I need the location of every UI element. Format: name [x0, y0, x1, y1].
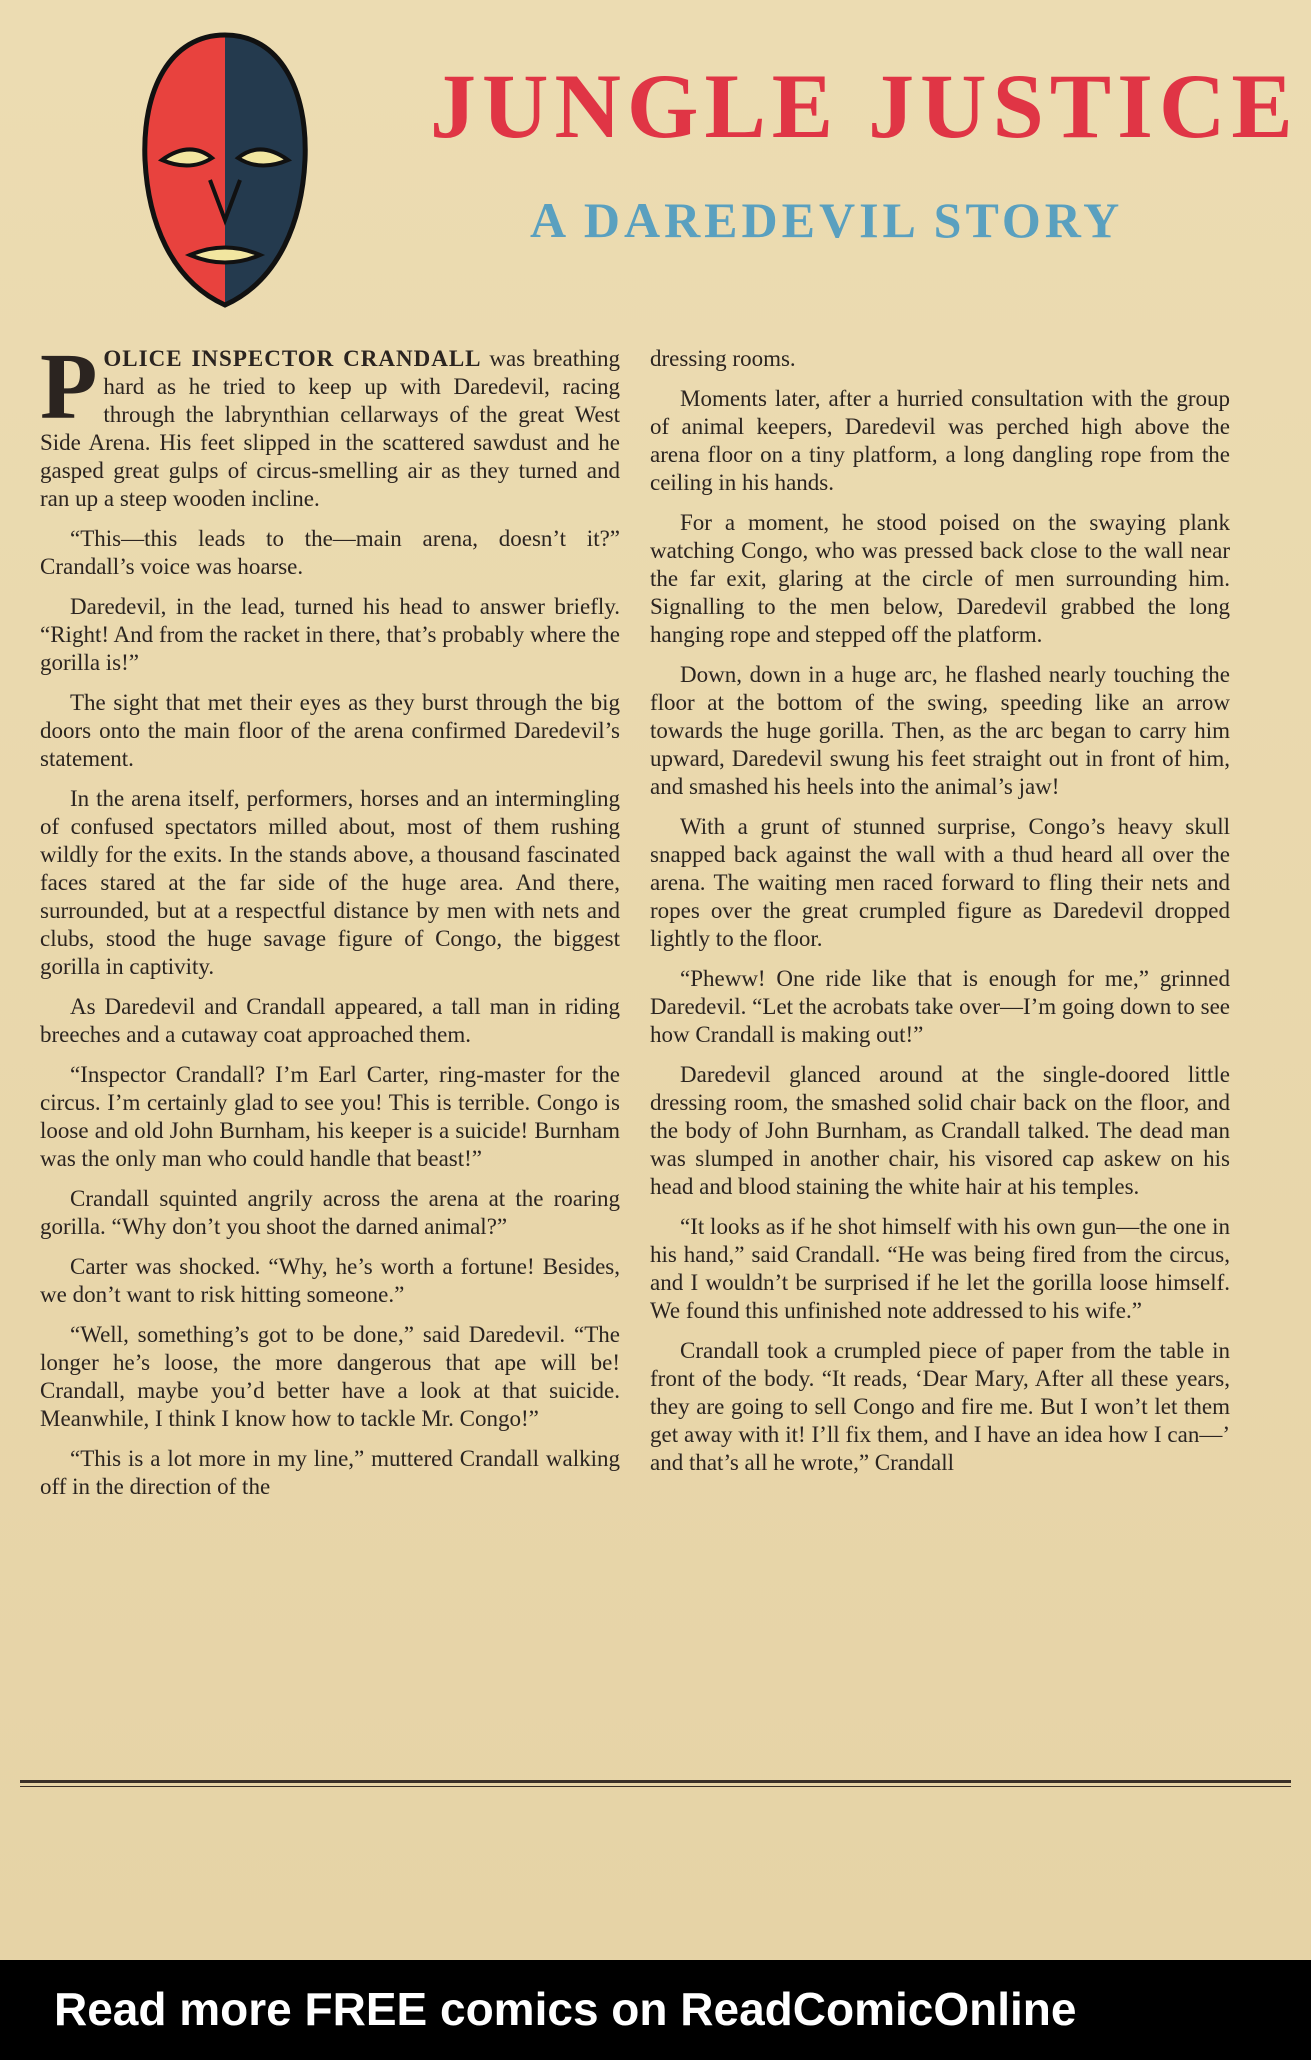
- paragraph-text: was breathing hard as he tried to keep up with Daredevil, racing through the labrynthian cellarways of the great West Side Arena. His feet slipped in the scattered sawdust and he gasped great gulps of circus-smelling air as they turned and ran up a steep wooden incline.: [40, 346, 620, 511]
- paragraph: “It looks as if he shot himself with his own gun—the one in his hand,” said Crandall. “He was being fired from the circus, and I wouldn’t be surprised if he let the gorilla loose himself. We found this unfinished note addressed to his wife.”: [650, 1214, 1230, 1323]
- bottom-divider: [20, 1780, 1291, 1787]
- story-subtitle: A DAREDEVIL STORY: [530, 192, 1124, 248]
- right-column: [650, 345, 1230, 1489]
- paragraph: Crandall took a crumpled piece of paper from the table in front of the body. “It reads, ‘Dear Mary, After all these years, they are going to sell Congo and fire me. But I won’t let them get away with it! I’ll fix them, and I have an idea how I can—’ and that’s all he wrote,” Crandall: [650, 1338, 1230, 1475]
- paragraph: “Inspector Crandall? I’m Earl Carter, ring-master for the circus. I’m certainly glad to see you! This is terrible. Congo is loose and old John Burnham, his keeper is a suicide! Burnham was the only man who could handle that beast!”: [40, 1062, 620, 1171]
- paragraph: Carter was shocked. “Why, he’s worth a fortune! Besides, we don’t want to risk hitting someone.”: [40, 1254, 620, 1307]
- left-column: [40, 335, 620, 1513]
- paragraph: “This—this leads to the—main arena, doesn’t it?” Crandall’s voice was hoarse.: [40, 526, 620, 579]
- paragraph: With a grunt of stunned surprise, Congo’s heavy skull snapped back against the wall with a thud heard all over the arena. The waiting men raced forward to fling their nets and ropes over the great crumpled figure as Daredevil dropped lightly to the floor.: [650, 814, 1230, 951]
- lead-caps: OLICE INSPECTOR CRANDALL: [103, 346, 482, 371]
- paragraph: Daredevil, in the lead, turned his head to answer briefly. “Right! And from the racket in there, that’s probably where the gorilla is!”: [40, 594, 620, 675]
- paragraph: As Daredevil and Crandall appeared, a tall man in riding breeches and a cutaway coat approached them.: [40, 994, 620, 1047]
- paragraph: Crandall squinted angrily across the arena at the roaring gorilla. “Why don’t you shoot the darned animal?”: [40, 1186, 620, 1239]
- paragraph: Moments later, after a hurried consultation with the group of animal keepers, Daredevil was perched high above the arena floor on a tiny platform, a long dangling rope from the ceiling in his hands.: [650, 386, 1230, 495]
- continued-text: dressing rooms.: [650, 346, 796, 371]
- daredevil-mask-icon: [140, 30, 310, 310]
- paragraph: Down, down in a huge arc, he flashed nearly touching the floor at the bottom of the swing, speeding like an arrow towards the huge gorilla. Then, as the arc began to carry him upward, Daredevil swung his feet straight out in front of him, and smashed his heels into the animal’s jaw!: [650, 662, 1230, 799]
- paragraph: For a moment, he stood poised on the swaying plank watching Congo, who was pressed back close to the wall near the far exit, glaring at the circle of men surrounding him. Signalling to the men below, Daredevil grabbed the long hanging rope and stepped off the platform.: [650, 510, 1230, 647]
- story-title: JUNGLE JUSTICE: [430, 55, 1299, 157]
- opening-paragraph: [40, 335, 620, 513]
- paragraph: In the arena itself, performers, horses and an intermingling of confused spectators milled about, most of them rushing wildly for the exits. In the stands above, a thousand fascinated faces stared at the far side of the huge area. And there, surrounded, but at a respectful distance by men with nets and clubs, stood the huge savage figure of Congo, the biggest gorilla in captivity.: [40, 786, 620, 979]
- paragraph: Daredevil glanced around at the single-doored little dressing room, the smashed solid chair back on the floor, and the body of John Burnham, as Crandall talked. The dead man was slumped in another chair, his visored cap askew on his head and blood staining the white hair at his temples.: [650, 1062, 1230, 1199]
- footer-link-text[interactable]: Read more FREE comics on ReadComicOnline: [54, 1983, 1077, 2035]
- drop-cap: P: [40, 335, 98, 439]
- paragraph: “This is a lot more in my line,” muttered Crandall walking off in the direction of the: [40, 1446, 620, 1499]
- footer-banner[interactable]: [0, 1960, 1311, 2060]
- paragraph: “Pheww! One ride like that is enough for me,” grinned Daredevil. “Let the acrobats take over—I’m going down to see how Crandall is making out!”: [650, 966, 1230, 1047]
- paragraph: “Well, something’s got to be done,” said Daredevil. “The longer he’s loose, the more dangerous that ape will be! Crandall, maybe you’d better have a look at that suicide. Meanwhile, I think I know how to tackle Mr. Congo!”: [40, 1322, 620, 1431]
- paragraph: The sight that met their eyes as they burst through the big doors onto the main floor of the arena confirmed Daredevil’s statement.: [40, 690, 620, 771]
